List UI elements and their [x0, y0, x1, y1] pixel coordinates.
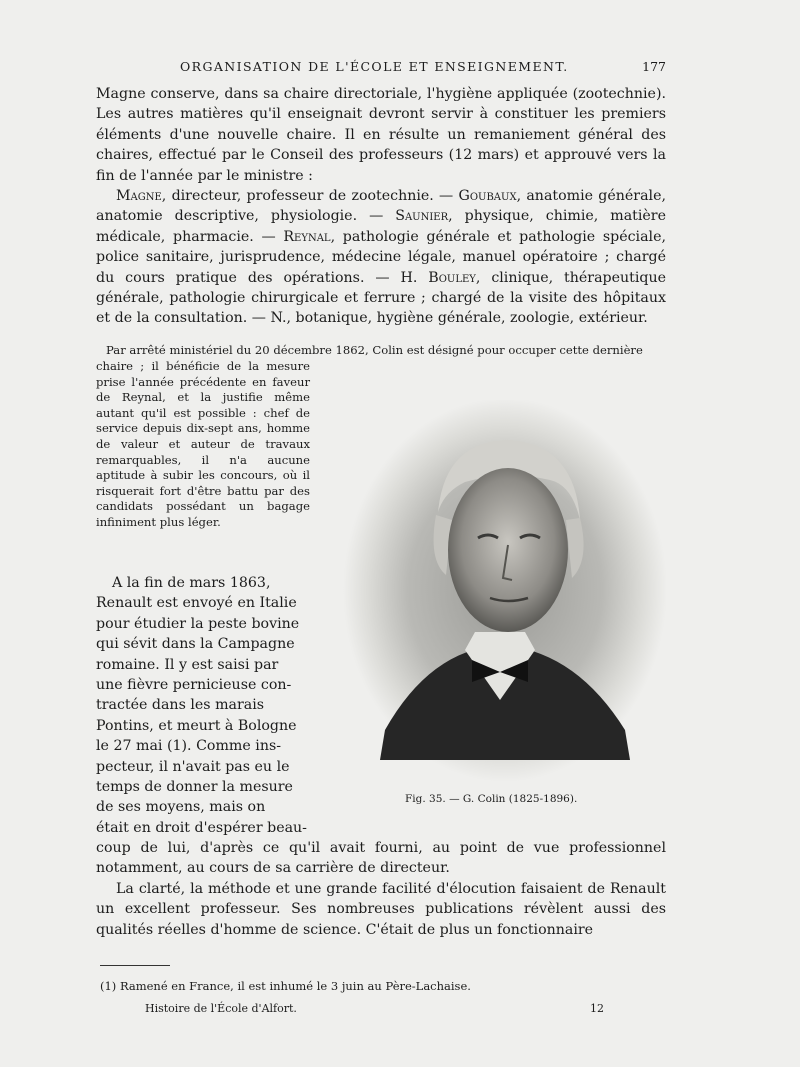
- renault-line: A la fin de mars 1863,: [112, 575, 271, 591]
- figure-caption: Fig. 35. — G. Colin (1825-1896).: [405, 793, 578, 805]
- renault-line: de ses moyens, mais on: [96, 799, 266, 816]
- last-paragraph: La clarté, la méthode et une grande facilité d'élocution faisaient de Renault un excellent professeur. Ses nombreuses publications révèlent aussi des qualités réelles d'homme de science. C'était de plus un fonctionnaire: [96, 880, 666, 938]
- page-number: 177: [642, 59, 666, 74]
- small-paragraph-first-line: Par arrêté ministériel du 20 décembre 1862, Colin est désigné pour occuper cette dernière: [106, 343, 643, 357]
- page-header: [96, 59, 666, 75]
- renault-line: Pontins, et meurt à Bologne: [96, 717, 297, 734]
- renault-line: était en droit d'espérer beau-: [96, 819, 307, 836]
- name-magne: Magne: [116, 188, 162, 205]
- renault-line: tractée dans les marais: [96, 697, 265, 714]
- name-saunier: Saunier: [395, 208, 449, 225]
- footer-signature: 12: [590, 1002, 604, 1015]
- renault-paragraph-tail: coup de lui, d'après ce qu'il avait fourni, au point de vue professionnel notamment, au cours de sa carrière de directeur.: [96, 840, 666, 877]
- renault-line: le 27 mai (1). Comme ins-: [96, 738, 282, 755]
- footnote: (1) Ramené en France, il est inhumé le 3 juin au Père-Lachaise.: [100, 979, 471, 993]
- footer-book-title: Histoire de l'École d'Alfort.: [145, 1002, 297, 1015]
- renault-line: qui sévit dans la Campagne: [96, 636, 295, 653]
- name-bouley: Bouley: [428, 269, 476, 286]
- name-reynal: Reynal: [283, 228, 331, 245]
- portrait-image: [340, 400, 670, 790]
- renault-line: Renault est envoyé en Italie: [96, 595, 297, 612]
- top-paragraph-block: [96, 84, 666, 329]
- name-goubaux: Goubaux: [458, 188, 517, 205]
- footnote-rule: [100, 965, 170, 966]
- renault-line: romaine. Il y est saisi par: [96, 656, 279, 673]
- renault-paragraph-column: [96, 573, 310, 838]
- renault-line: temps de donner la mesure: [96, 779, 293, 796]
- renault-line: une fièvre pernicieuse con-: [96, 677, 292, 694]
- chairs-list: Magne, directeur, professeur de zootechnie. — Goubaux, anatomie générale, anatomie descriptive, physiologie. — Saunier, physique, chimie, matière médicale, pharmacie. — Reynal, pathologie générale et pathologie spéciale, police sanitaire, jurisprudence, médecine légale, manuel opératoire ; chargé du cours pratique des opérations. — H. Bouley, clinique, thérapeutique générale, pathologie chirurgicale et ferrure ; chargé de la visite des hôpitaux et de la consultation. — N., botanique, hygiène générale, zoologie, extérieur.: [96, 188, 666, 327]
- small-paragraph-rest: chaire ; il bénéficie de la mesure prise l'année précédente en faveur de Reynal, et la justifie même autant qu'il est possible : chef de service depuis dix-sept ans, homme de valeur et auteur de travaux remarquables, il n'a aucune aptitude à subir les concours, où il risquerait fort d'être battu par des candidats possédant un bagage infiniment plus léger.: [96, 359, 310, 529]
- bottom-paragraph-block: [96, 838, 666, 940]
- paragraph-top: Magne conserve, dans sa chaire directoriale, l'hygiène appliquée (zootechnie). Les autres matières qu'il enseignait devront servir à constituer les premiers éléments d'une nouvelle chaire. Il en résulte un remaniement général des chaires, effectué par le Conseil des professeurs (12 mars) et approuvé vers la fin de l'année par le ministre :: [96, 86, 666, 184]
- renault-line: pecteur, il n'avait pas eu le: [96, 758, 290, 775]
- renault-line: pour étudier la peste bovine: [96, 615, 300, 632]
- running-title: ORGANISATION DE L'ÉCOLE ET ENSEIGNEMENT.: [180, 59, 569, 74]
- portrait-figure: [340, 400, 670, 790]
